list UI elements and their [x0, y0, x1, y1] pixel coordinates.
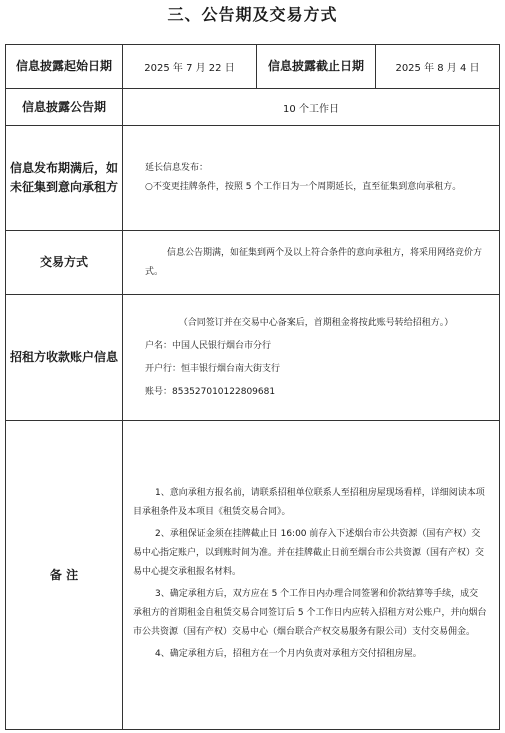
disclosure-dates-row [6, 45, 500, 89]
trade-method-text: 信息公告期满，如征集到两个及以上符合条件的意向承租方，将采用网络竞价方式。 [145, 247, 483, 277]
announcement-table [5, 44, 500, 730]
start-date-label: 信息披露起始日期 [6, 45, 123, 89]
account-content [123, 295, 500, 421]
end-date-value: 2025 年 8 月 4 日 [376, 45, 500, 89]
trade-method-row [6, 231, 500, 295]
section-title: 三、公告期及交易方式 [167, 5, 338, 24]
end-date-label: 信息披露截止日期 [257, 45, 376, 89]
remarks-row [6, 421, 500, 730]
remarks-content [123, 421, 500, 730]
extension-content [123, 126, 500, 231]
start-date-value: 2025 年 7 月 22 日 [123, 45, 257, 89]
remark-item: 4、确定承租方后，招租方在一个月内负责对承租方交付招租房屋。 [155, 648, 422, 659]
account-row [6, 295, 500, 421]
announcement-period-row [6, 89, 500, 126]
trade-method-label: 交易方式 [6, 231, 123, 295]
account-label: 招租方收款账户信息 [6, 295, 123, 421]
remark-item: 3、确定承租方后，双方应在 5 个工作日内办理合同签署和价款结算等手续，成交承租方的首期租金自租赁交易合同签订后 5 个工作日内应转入招租方对公账户，并向烟台市公共资源（国有产权）交易中心（烟台联合产权交易服务有限公司）支付交易佣金。 [133, 588, 487, 637]
extension-line-2: ○不变更挂牌条件，按照 5 个工作日为一个周期延长，直至征集到意向承租方。 [145, 182, 462, 192]
announcement-period-label: 信息披露公告期 [6, 89, 123, 126]
remark-item: 2、承租保证金须在挂牌截止日 16:00 前存入下述烟台市公共资源（国有产权）交易中心指定账户，以到账时间为准。并在挂牌截止日前至烟台市公共资源（国有产权）交易中心提交承租报名材料。 [133, 528, 485, 577]
account-bank: 开户行：恒丰银行烟台南大街支行 [145, 363, 281, 374]
account-note: （合同签订并在交易中心备案后，首期租金将按此账号转给招租方。） [178, 317, 454, 328]
account-number: 账号：853527010122809681 [145, 386, 276, 397]
extension-line-1: 延长信息发布： [145, 163, 209, 173]
extension-row [6, 126, 500, 231]
account-name: 户名：中国人民银行烟台市分行 [145, 340, 272, 351]
trade-method-content [123, 231, 500, 295]
remarks-label: 备 注 [6, 421, 123, 730]
remark-item: 1、意向承租方报名前，请联系招租单位联系人至招租房屋现场看样，详细阅读本项目承租条件及本项目《租赁交易合同》。 [133, 487, 485, 517]
extension-label: 信息发布期满后，如未征集到意向承租方 [6, 126, 123, 231]
announcement-period-value: 10 个工作日 [123, 89, 500, 126]
